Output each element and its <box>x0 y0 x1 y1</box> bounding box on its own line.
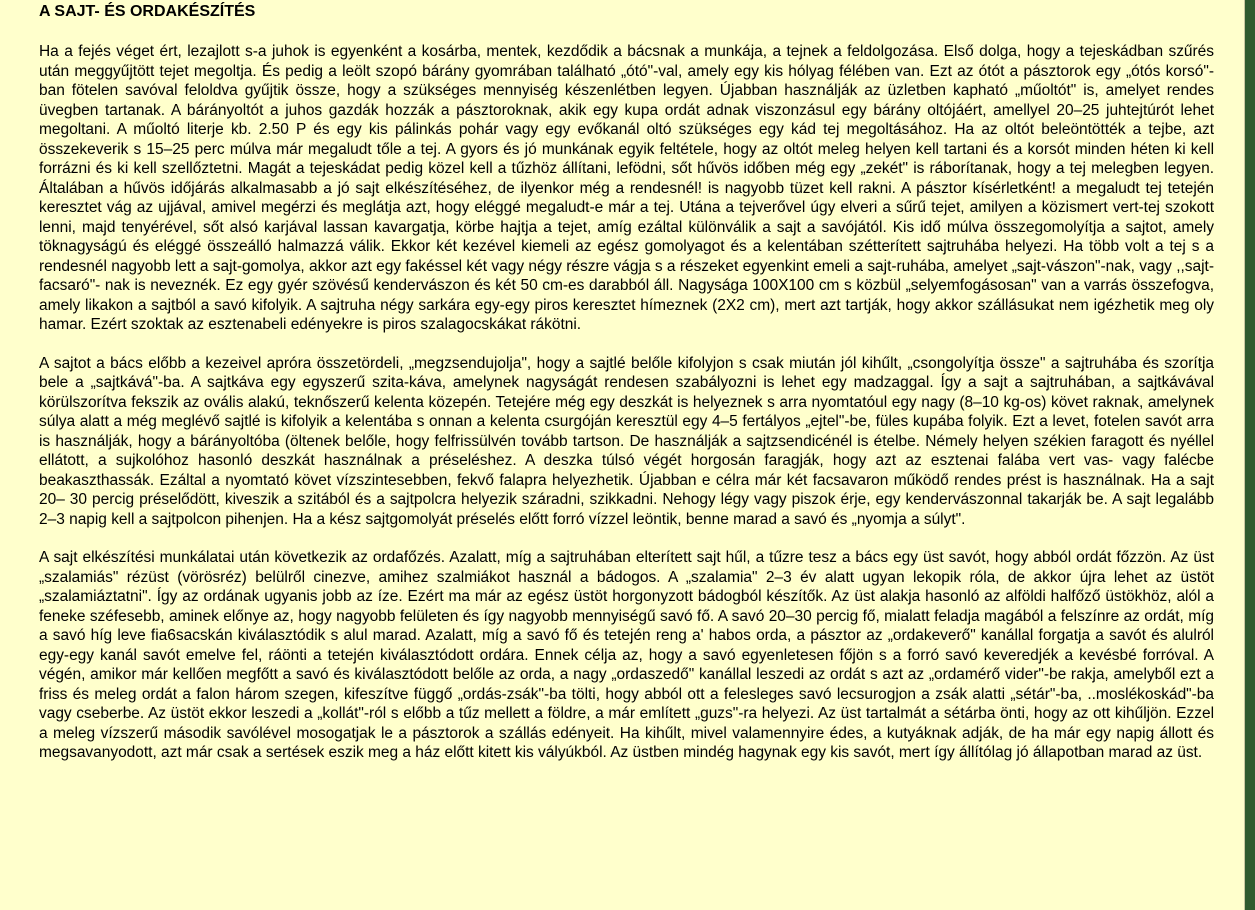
vertical-scrollbar[interactable] <box>1244 0 1255 910</box>
document-title: A SAJT- ÉS ORDAKÉSZÍTÉS <box>39 3 256 20</box>
document-content <box>39 2 1214 782</box>
paragraph-orda-cooking: A sajt elkészítési munkálatai után következik az ordafőzés. Azalatt, míg a sajtruhában elterített sajt hűl, a tűzre tesz a bács egy üst savót, hogy abból ordát főzzön. Az üst „szalamiás" rézüst (vörösréz) belülről cinezve, amihez szalmiákot használ a bádogos. A „szalamia" 2–3 év alatt ugyan lekopik róla, de akkor újra lehet az üstöt „szalamiáztatni". Így az ordának ugyanis jobb az íze. Ezért ma már az egész üstöt horgonyzott bádogból készítők. Az üst alakja hasonló az alföldi halfőző üstökhöz, alól a feneke széfesebb, aminek előnye az, hogy nagyobb felületen és így nagyobb mennyiségű savó fő. A savó 20–30 percig fő, mialatt feladja magából a felszínre az ordát, míg a savó híg leve fia6sacskán kiválasztódik s alul marad. Azalatt, míg a savó fő és tetején reng a' habos orda, a pásztor az „ordakeverő" kanállal forgatja a savót és alulról egy-egy kanál savót emelve fel, ráönti a tetején kiválasztódott ordára. Ennek célja az, hogy a savó egyenletesen főjön s a forró savó keveredjék a kevésbé forróval. A végén, amikor már kellően megfőtt a savó és kiválasztódott belőle az orda, a nagy „ordaszedő" kanállal leszedi az ordát s azt az „ordamérő vider"-be rakja, amelyből ezt a friss és meleg ordát a falon három szegen, kifeszítve függő „ordás-zsák"-ba tölti, hogy abból ott a felesleges savó lecsurogjon a zsák alatti „sétár"-ba, ..moslékoskád"-ba vagy cseberbe. Az üstöt ekkor leszedi a „kollát"-ról s előbb a tűz mellett a földre, a már említett „guzs"-ra helyezi. Az üst tartalmát a sétárba önti, hogy az ott kihűljön. Ezzel a meleg vízszerű második savólével mosogatjak le a pásztorok a szállás edényeit. Ha kihűlt, mivel valamennyire édes, a kutyáknak adják, de ha már egy napig állott és megsavanyodott, azt már csak a sertések eszik meg a ház előtt kitett kis vályúkból. Az üstben mindég hagynak egy kis savót, mert így állítólag jó állapotban marad az üst. <box>39 549 1214 761</box>
paragraph-cheese-pressing: A sajtot a bács előbb a kezeivel apróra összetördeli, „megzsendujolja", hogy a sajtlé belőle kifolyjon s csak miután jól kihűlt, „csongolyítja össze" a sajtruhába és szorítja bele a „sajtkává"-ba. A sajtkáva egy egyszerű szita-káva, amelynek nagyságát rendesen szabályozni is lehet egy madzaggal. Így a sajt a sajtruhában, a sajtkávával körülszorítva fekszik az ovális alakú, teknőszerű kelenta közepén. Tetejére még egy deszkát is helyeznek s arra nyomtatóul egy nagy (8–10 kg-os) követ raknak, amelynek súlya alatt a még meglévő sajtlé is kifolyik a kelentába s onnan a kelenta csurgóján keresztül egy 4–5 fertályos „ejtel"-be, füles kupába folyik. Ezt a levet, fotelen savót arra is használják, hogy a bárányoltóba (öltenek belőle, hogy felfrissülvén tovább tartson. De használják a sajtzsendicénél is ételbe. Némely helyen székien faragott és nyéllel ellátott, a sujkolóhoz hasonló deszkát használnak a préseléshez. A deszka túlsó végét horgosán faragják, hogy azt az esztenai falába vert vas- vagy falécbe beakaszthassák. Ezáltal a nyomtató követ vízszintesebben, fekvő falapra helyezhetik. Újabban e célra már két facsavaron működő rendes prést is használnak. Ha a sajt 20– 30 percig préselődött, kiveszik a szitából és a sajtpolcra helyezik száradni, szikkadni. Nehogy légy vagy piszok érje, egy kendervászonnal takarják be. A sajt legalább 2–3 napig kell a sajtpolcon pihenjen. Ha a kész sajtgomolyát préselés előtt forró vízzel leöntik, benne marad a savó és „nyomja a súlyt". <box>39 354 1214 528</box>
paragraph-cheese-making: Ha a fejés véget ért, lezajlott s-a juhok is egyenként a kosárba, mentek, kezdődik a bácsnak a munkája, a tejnek a feldolgozása. Első dolga, hogy a tejeskádban szűrés után meggyűjtött tejet megoltja. És pedig a leölt szopó bárány gyomrában található „ótó"-val, amely egy kis hólyag félében van. Ezt az ótót a pásztorok egy „ótós korsó"-ban fötelen savóval feloldva gyűjtik össze, hogy a szükséges mennyiség készenlétben legyen. Újabban használják az üzletben kapható „műoltót" is, amelyet rendes üvegben tartanak. A bárányoltót a juhos gazdák hozzák a pásztoroknak, akik egy kupa ordát adnak viszonzásul egy bárány oltójáért, amellyel 20–25 juhtejtúrót lehet megoltani. A műoltó literje kb. 2.50 P és egy kis pálinkás pohár vagy egy evőkanál oltó szükséges egy kád tej megoltásához. Ha az oltót beleöntötték a tejbe, azt összekeverik s 15–25 perc múlva már megaludt tőle a tej. A gyors és jó munkának egyik feltétele, hogy az oltót meleg helyen kell tartani és a korsót minden héten ki kell forrázni és ki kell szellőztetni. Magát a tejeskádat pedig közel kell a tűzhöz állítani, lefödni, sőt hűvös időben még egy „zekét" is ráborítanak, hogy a tej melegben legyen. Általában a hűvös időjárás alkalmasabb a jó sajt elkészítéséhez, de ilyenkor még a rendesnél! is nagyobb tüzet kell rakni. A pásztor kísérletként! a megaludt tej tetején keresztet vág az ujjával, amivel megérzi és meglátja azt, hogy eléggé megaludt-e már a tej. Utána a tejverővel úgy elveri a sűrű tejet, amilyen a közismert vert-tej szokott lenni, majd tenyérével, sőt alsó karjával lassan kavargatja, körbe hajtja a tejet, amíg ezáltal különválik a sajt a savójától. Kis idő múlva összegomolyítja a sajtot, amely töknagyságú és eléggé összeálló halmazzá válik. Ekkor két kezével kiemeli az egész gomolyagot és a kelentában szétterített sajtruhába helyezi. Ha több volt a tej s a rendesnél nagyobb lett a sajt-gomolya, akkor azt egy fakéssel két vagy négy részre vágja s a részeket egyenkint emeli a sajt-ruhába, amelyet „sajt-vászon"-nak, vagy ,,sajt-facsaró"- nak is neveznék. Ez egy gyér szövésű kendervászon és két 50 cm-es darabból áll. Nagysága 100X100 cm s közbül „selyemfogásosan" van a varrás összefogva, amely likakon a sajtból a savó kifolyik. A sajtruha négy sarkára egy-egy piros keresztet hímeznek (2X2 cm), mert azt tartják, hogy akkor szállásukat nem igézhetik meg oly hamar. Ezért szoktak az esztenabeli edényekre is piros szalagocskákat rákötni. <box>39 43 1214 333</box>
